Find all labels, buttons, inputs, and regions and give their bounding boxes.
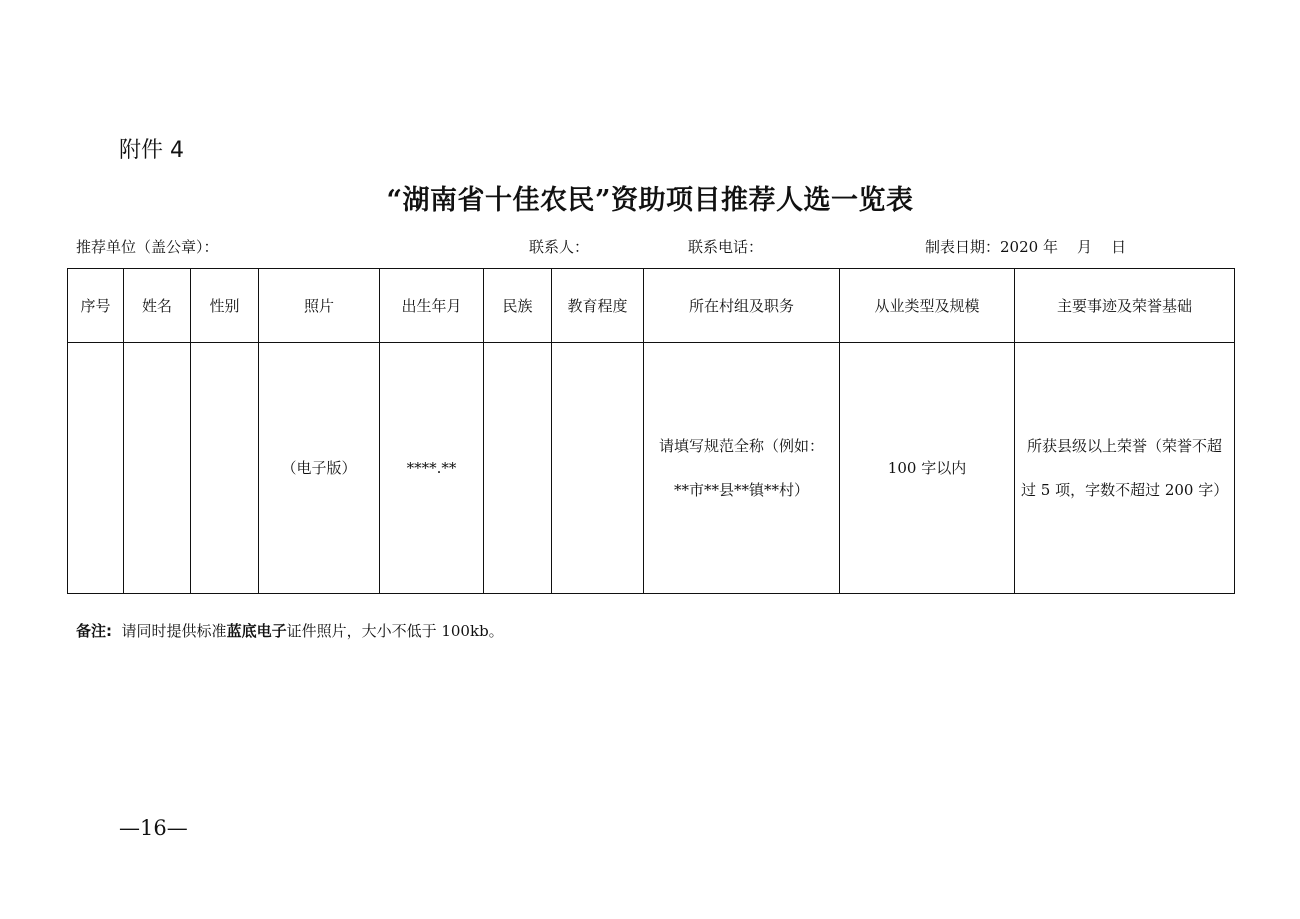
header-deeds-honors: 主要事迹及荣誉基础 <box>1015 269 1235 343</box>
header-name: 姓名 <box>124 269 191 343</box>
cell-photo: （电子版） <box>259 343 380 594</box>
cell-deeds-honors: 所获县级以上荣誉（荣誉不超过 5 项，字数不超过 200 字） <box>1015 343 1235 594</box>
contact-phone-label: 联系电话： <box>688 238 764 256</box>
header-serial: 序号 <box>68 269 124 343</box>
header-education: 教育程度 <box>552 269 644 343</box>
cell-village-position: 请填写规范全称（例如：**市**县**镇**村） <box>644 343 840 594</box>
remark <box>76 620 504 641</box>
table-header-row <box>68 269 1235 343</box>
remark-label: 备注: <box>76 622 112 640</box>
attachment-label: 附件 4 <box>119 138 184 163</box>
header-village-position: 所在村组及职务 <box>644 269 840 343</box>
header-gender: 性别 <box>191 269 259 343</box>
cell-business-scale: 100 字以内 <box>840 343 1015 594</box>
cell-serial <box>68 343 124 594</box>
contact-person-label: 联系人： <box>529 238 590 256</box>
page-number: —16— <box>119 816 188 840</box>
cell-name <box>124 343 191 594</box>
cell-education <box>552 343 644 594</box>
form-date-label: 制表日期：2020 年 月 日 <box>925 238 1127 256</box>
remark-text-2: 证件照片，大小不低于 100kb。 <box>286 622 504 640</box>
recommending-unit-label: 推荐单位（盖公章）： <box>76 238 219 256</box>
header-ethnicity: 民族 <box>484 269 552 343</box>
cell-birth: ****.** <box>380 343 484 594</box>
candidate-table <box>67 268 1235 594</box>
header-business-scale: 从业类型及规模 <box>840 269 1015 343</box>
page-title: “湖南省十佳农民”资助项目推荐人选一览表 <box>386 185 914 216</box>
table-row <box>68 343 1235 594</box>
header-birth: 出生年月 <box>380 269 484 343</box>
remark-text-1: 请同时提供标准 <box>121 622 227 640</box>
cell-gender <box>191 343 259 594</box>
remark-bold-text: 蓝底电子 <box>226 622 287 640</box>
cell-ethnicity <box>484 343 552 594</box>
header-photo: 照片 <box>259 269 380 343</box>
